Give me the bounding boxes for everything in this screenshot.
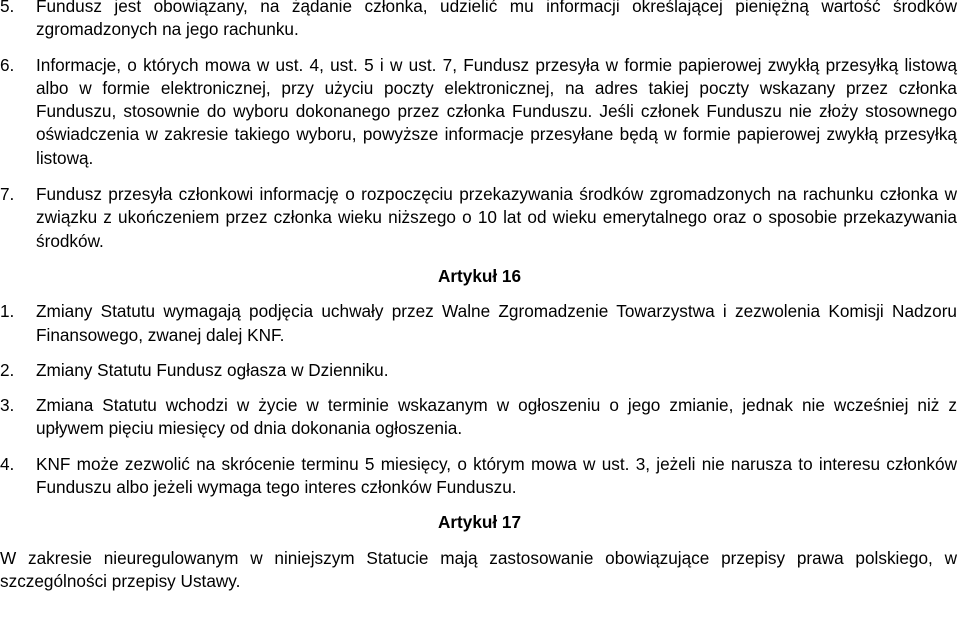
paragraph-number: 5. <box>0 0 15 16</box>
paragraph-text: Informacje, o których mowa w ust. 4, ust. 5 i w ust. 7, Fundusz przesyła w formie papierowej zwykłą przesyłką listową albo w formie elektronicznej, przy użyciu poczty elektronicznej, na adres takiej poczty wskazany przez członka Funduszu, stosownie do wyboru dokonanego przez członka Funduszu. Jeśli członek Funduszu nie złoży stosownego oświadczenia w zakresie takiego wyboru, powyższe informacje przesyłane będą w formie papierowej zwykłą przesyłką listową. <box>36 54 957 168</box>
paragraph-number: 3. <box>0 395 15 416</box>
article-16-paragraph-2 <box>0 359 959 382</box>
paragraph-text: Zmiana Statutu wchodzi w życie w terminie wskazanym w ogłoszeniu o jego zmianie, jednak nie wcześniej niż z upływem pięciu miesięcy od dnia dokonania ogłoszenia. <box>36 395 957 439</box>
paragraph-number: 7. <box>0 184 15 205</box>
article-16-paragraph-3 <box>0 394 959 441</box>
paragraph-text: Zmiany Statutu Fundusz ogłasza w Dzienniku. <box>36 359 389 380</box>
paragraph-text: Zmiany Statutu wymagają podjęcia uchwały przez Walne Zgromadzenie Towarzystwa i zezwolenia Komisji Nadzoru Finansowego, zwanej dalej KNF. <box>36 301 957 345</box>
article-17-heading: Artykuł 17 <box>437 512 522 533</box>
article-16-heading: Artykuł 16 <box>437 265 522 286</box>
paragraph-6 <box>0 54 959 170</box>
paragraph-number: 2. <box>0 359 15 380</box>
paragraph-number: 4. <box>0 453 15 474</box>
paragraph-number: 1. <box>0 301 15 322</box>
article-16-paragraph-4 <box>0 453 959 500</box>
article-16-paragraph-1 <box>0 300 959 347</box>
article-17-text: W zakresie nieuregulowanym w niniejszym Statucie mają zastosowanie obowiązujące przepisy prawa polskiego, w szczególności przepisy Ustawy. <box>0 547 957 591</box>
paragraph-text: KNF może zezwolić na skrócenie terminu 5 miesięcy, o którym mowa w ust. 3, jeżeli nie narusza to interesu członków Funduszu albo jeżeli wymaga tego interes członków Funduszu. <box>36 453 957 498</box>
paragraph-text: Fundusz jest obowiązany, na żądanie członka, udzielić mu informacji określającej pieniężną wartość środków zgromadzonych na jego rachunku. <box>36 0 957 40</box>
paragraph-7 <box>0 183 959 253</box>
paragraph-text: Fundusz przesyła członkowi informację o rozpoczęciu przekazywania środków zgromadzonych na rachunku członka w związku z ukończeniem przez członka wieku niższego o 10 lat od wieku emerytalnego oraz o sposobie przekazywania środków. <box>36 184 957 251</box>
paragraph-5 <box>0 0 959 42</box>
paragraph-number: 6. <box>0 54 15 75</box>
